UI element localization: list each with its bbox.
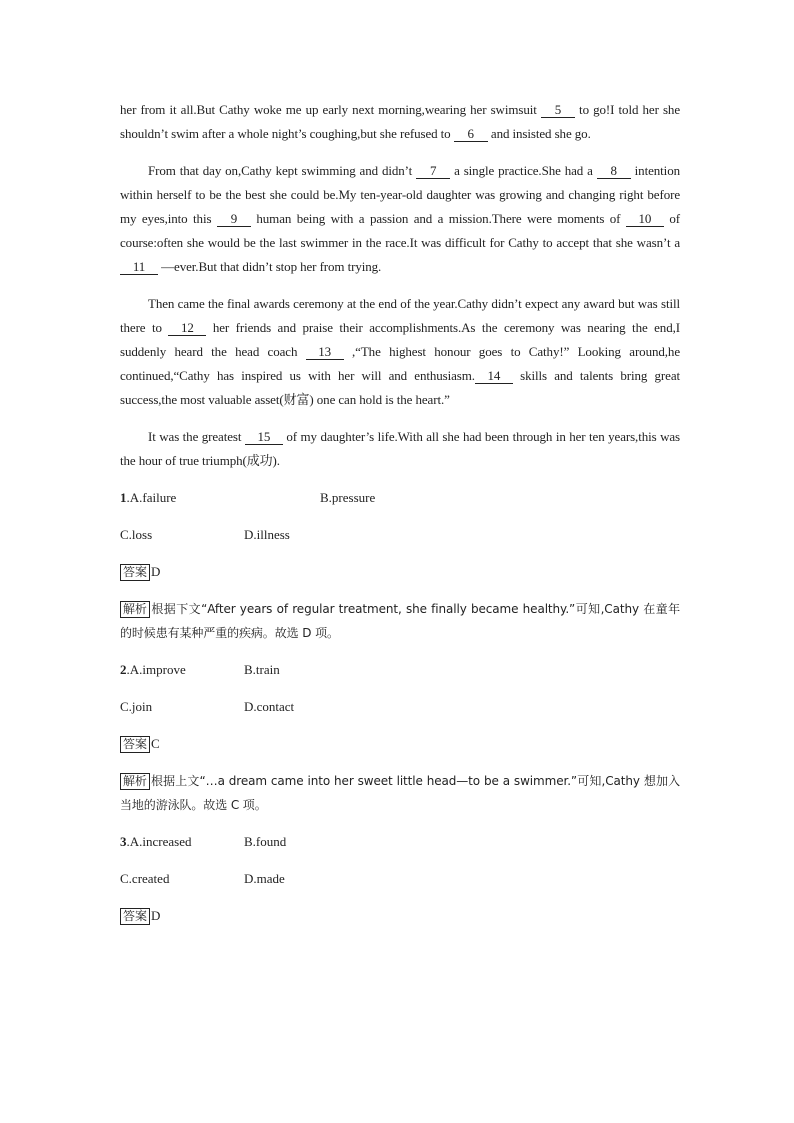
analysis-label: 解析 [120, 601, 150, 618]
content-area [120, 98, 680, 941]
text: her friends and praise their accomplishments.As the ceremony was nearing the end,I suddenly heard the head coach [120, 320, 680, 359]
question-3-options-cd [120, 867, 680, 891]
text: and insisted she go. [487, 126, 591, 141]
blank-7: 7 [416, 164, 450, 179]
analysis-explanation: 可知,Cathy 想加入当地的游泳队。故选 C 项。 [120, 774, 681, 812]
option-b: B.train [244, 662, 280, 677]
text: of course:often she would be the last swimmer in the race.It was difficult for Cathy to accept that she wasn’t a [120, 211, 680, 250]
question-3-options-ab [120, 830, 680, 854]
answer-label: 答案 [120, 564, 150, 581]
passage-paragraph-3 [120, 292, 680, 412]
option-a: .A.failure [126, 490, 177, 505]
question-number: 2 [120, 662, 127, 677]
question-2-answer [120, 732, 680, 756]
question-2-options-ab [120, 658, 680, 682]
analysis-explanation: 可知,Cathy 在童年的时候患有某种严重的疾病。故选 D 项。 [120, 602, 680, 640]
option-d: D.made [244, 871, 285, 886]
question-1-analysis [120, 597, 680, 645]
question-1-options-cd [120, 523, 680, 547]
question-2-analysis [120, 769, 680, 817]
option-b: B.found [244, 834, 287, 849]
answer-value: C [151, 736, 160, 751]
option-a: .A.increased [126, 834, 192, 849]
text: ,“The highest honour goes to Cathy!” Looking around,he continued,“Cathy has inspired us with her will and enthusiasm. [120, 344, 680, 383]
option-d: D.contact [244, 699, 295, 714]
answer-label: 答案 [120, 736, 150, 753]
blank-12: 12 [168, 321, 206, 336]
text: of my daughter’s life.With all she had been through in her ten years,this was the hour of true triumph(成功). [120, 429, 681, 468]
text: skills and talents bring great success,the most valuable asset(财富) one can hold is the heart.” [120, 368, 681, 407]
blank-9: 9 [217, 212, 251, 227]
passage-paragraph-2 [120, 159, 680, 279]
passage-paragraph-4 [120, 425, 680, 473]
question-number: 1 [120, 490, 127, 505]
answer-value: D [151, 564, 161, 579]
option-b: B.pressure [320, 490, 376, 505]
answer-value: D [151, 908, 161, 923]
text: a single practice.She had a [450, 163, 597, 178]
option-c: C.join [120, 699, 153, 714]
question-1-answer [120, 560, 680, 584]
text: From that day on,Cathy kept swimming and didn’t [148, 163, 417, 178]
analysis-quote: 根据上文“…a dream came into her sweet little head—to be a swimmer.” [150, 774, 578, 788]
text: —ever.But that didn’t stop her from trying. [158, 259, 382, 274]
text: her from it all.But Cathy woke me up early next morning,wearing her swimsuit [120, 102, 541, 117]
blank-14: 14 [475, 369, 513, 384]
blank-5: 5 [541, 103, 575, 118]
question-2-options-cd [120, 695, 680, 719]
option-c: C.loss [120, 527, 153, 542]
analysis-label: 解析 [120, 773, 150, 790]
text: human being with a passion and a mission.There were moments of [250, 211, 626, 226]
question-number: 3 [120, 834, 127, 849]
analysis-quote: 根据下文“After years of regular treatment, she finally became healthy.” [150, 602, 576, 616]
option-a: .A.improve [126, 662, 186, 677]
option-c: C.created [120, 871, 170, 886]
blank-13: 13 [306, 345, 344, 360]
text: to go!I told her she shouldn’t swim after a whole night’s coughing,but she refused to [120, 102, 680, 141]
blank-15: 15 [245, 430, 283, 445]
text: It was the greatest [148, 429, 245, 444]
option-d: D.illness [244, 527, 290, 542]
blank-8: 8 [597, 164, 631, 179]
passage-paragraph-1 [120, 98, 680, 146]
answer-label: 答案 [120, 908, 150, 925]
blank-11: 11 [120, 260, 158, 275]
blank-10: 10 [626, 212, 664, 227]
question-3-answer [120, 904, 680, 928]
question-1-options-ab [120, 486, 680, 510]
text: Then came the final awards ceremony at the end of the year.Cathy didn’t expect any award but was still there to [120, 296, 680, 335]
blank-6: 6 [454, 127, 488, 142]
text: intention within herself to be the best she could be.My ten-year-old daughter was growing and changing right before my eyes,into this [120, 163, 680, 226]
